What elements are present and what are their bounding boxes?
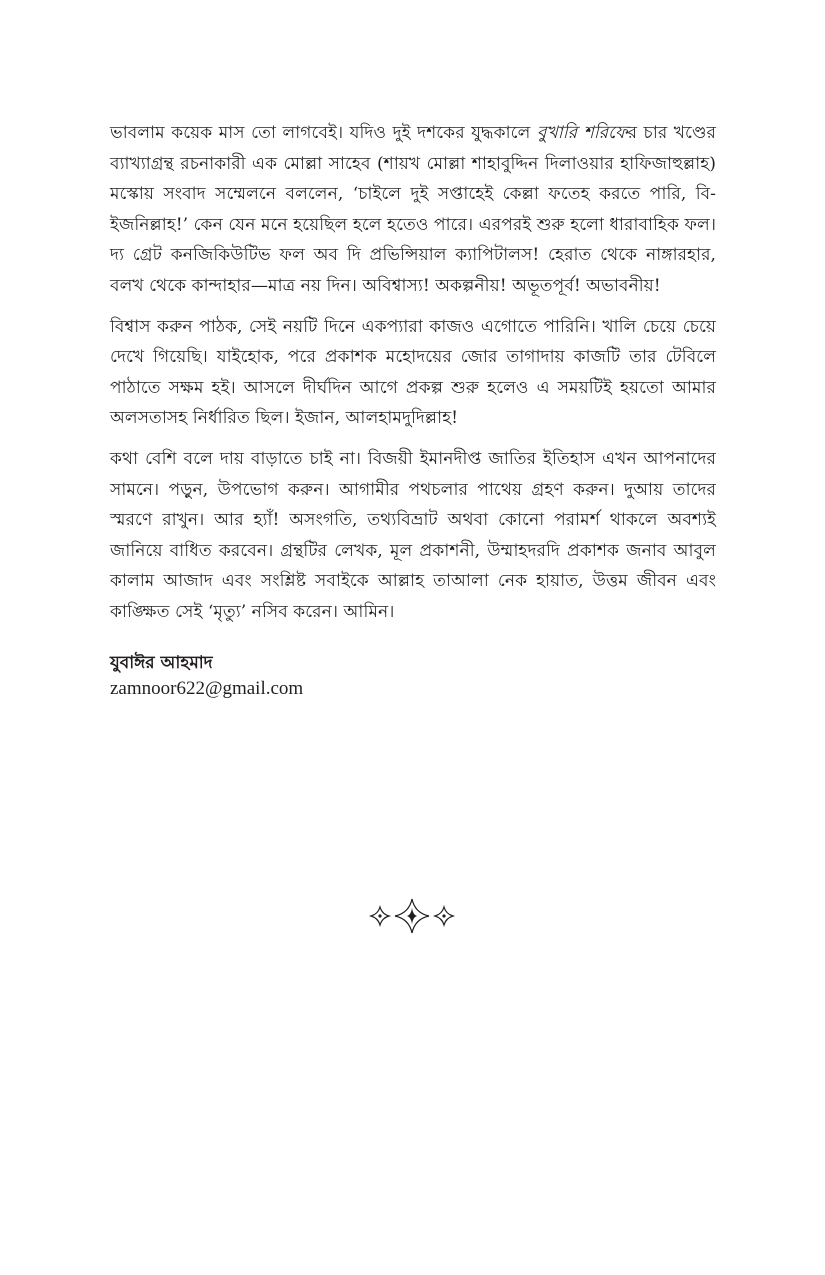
body-text [110,118,716,702]
diamond-star-ornament-icon [367,896,457,936]
paragraph-1-text: ভাবলাম কয়েক মাস তো লাগবেই। যদিও দুই দশকের যুদ্ধকালে [110,123,537,143]
paragraph-1 [110,118,716,302]
author-email: zamnoor622@gmail.com [110,677,304,699]
signature-block [110,650,716,702]
author-name: যুবাঈর আহমাদ [110,652,213,673]
paragraph-2: বিশ্বাস করুন পাঠক, সেই নয়টি দিনে একপ্যারা কাজও এগোতে পারিনি। খালি চেয়ে চেয়ে দেখে গিয়েছি। যাইহোক, পরে প্রকাশক মহোদয়ের জোর তাগাদায় কাজটি তার টেবিলে পাঠাতে সক্ষম হই। আসলে দীর্ঘদিন আগে প্রকল্প শুরু হলেও এ সময়টিই হয়তো আমার অলসতাসহ নির্ধারিত ছিল। ইজান, আলহামদুদিল্লাহ! [110,316,716,429]
paragraph-1-text-rest: র চার খণ্ডের ব্যাখ্যাগ্রন্থ রচনাকারী এক মোল্লা সাহেব (শায়খ মোল্লা শাহাবুদ্দিন দিলাওয়ার হাফিজাহুল্লাহ) মস্কোয় সংবাদ সম্মেলনে বললেন, ‘চাইলে দুই সপ্তাহেই কেল্লা ফতেহ করতে পারি, বি-ইজনিল্লাহ!’ কেন যেন মনে হয়েছিল হলে হতেও পারে। এরপরই শুরু হলো ধারাবাহিক ফল। দ্য গ্রেট কনজিকিউটিভ ফল অব দি প্রভিন্সিয়াল ক্যাপিটালস! হেরাত থেকে নাঙ্গারহার, বলখ থেকে কান্দাহার—মাত্র নয় দিন। অবিশ্বাস্য! অকল্পনীয়! অভূতপূর্ব! অভাবনীয়! [110,123,716,296]
book-title-italic: বুখারি শরিফে [536,123,628,143]
paragraph-3: কথা বেশি বলে দায় বাড়াতে চাই না। বিজয়ী ইমানদীপ্ত জাতির ইতিহাস এখন আপনাদের সামনে। পড়ুন, উপভোগ করুন। আগামীর পথচলার পাথেয় গ্রহণ করুন। দুআয় তাদের স্মরণে রাখুন। আর হ্যাঁ! অসংগতি, তথ্যবিভ্রাট অথবা কোনো পরামর্শ থাকলে অবশ্যই জানিয়ে বাধিত করবেন। গ্রন্থটির লেখক, মূল প্রকাশনী, উম্মাহদরদি প্রকাশক জনাব আবুল কালাম আজাদ এবং সংশ্লিষ্ট সবাইকে আল্লাহ তাআলা নেক হায়াত, উত্তম জীবন এবং কাঙ্ক্ষিত সেই ‘মৃত্যু’ নসিব করেন। আমিন। [110,448,716,622]
